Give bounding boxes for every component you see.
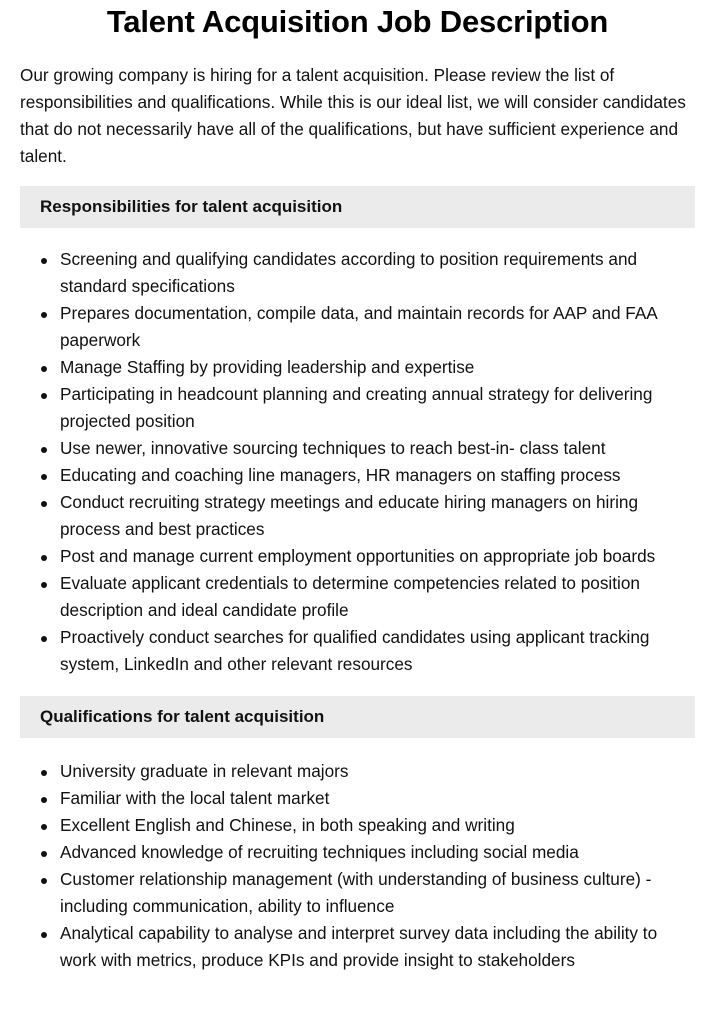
list-item: Manage Staffing by providing leadership and expertise <box>20 354 695 381</box>
responsibilities-list <box>20 246 695 678</box>
list-item: Excellent English and Chinese, in both speaking and writing <box>20 812 695 839</box>
list-item: Proactively conduct searches for qualified candidates using applicant tracking system, LinkedIn and other relevant resources <box>20 624 695 678</box>
qualifications-list <box>20 758 695 974</box>
bullet-icon <box>41 582 47 588</box>
bullet-icon <box>41 797 47 803</box>
list-item: Post and manage current employment opportunities on appropriate job boards <box>20 543 695 570</box>
bullet-icon <box>41 878 47 884</box>
bullet-icon <box>41 447 47 453</box>
bullet-icon <box>41 312 47 318</box>
list-item: Analytical capability to analyse and interpret survey data including the ability to work with metrics, produce KPIs and provide insight to stakeholders <box>20 920 695 974</box>
list-item: Screening and qualifying candidates according to position requirements and standard specifications <box>20 246 695 300</box>
bullet-icon <box>41 555 47 561</box>
list-item: Use newer, innovative sourcing techniques to reach best-in- class talent <box>20 435 695 462</box>
bullet-icon <box>41 932 47 938</box>
list-item: Prepares documentation, compile data, and maintain records for AAP and FAA paperwork <box>20 300 695 354</box>
bullet-icon <box>41 824 47 830</box>
bullet-icon <box>41 258 47 264</box>
bullet-icon <box>41 851 47 857</box>
list-item: Customer relationship management (with understanding of business culture) - including communication, ability to influence <box>20 866 695 920</box>
bullet-icon <box>41 501 47 507</box>
responsibilities-heading: Responsibilities for talent acquisition <box>20 186 695 228</box>
list-item: Advanced knowledge of recruiting techniques including social media <box>20 839 695 866</box>
page-title: Talent Acquisition Job Description <box>106 4 609 39</box>
bullet-icon <box>41 636 47 642</box>
list-item: University graduate in relevant majors <box>20 758 695 785</box>
list-item: Evaluate applicant credentials to determine competencies related to position description and ideal candidate profile <box>20 570 695 624</box>
list-item: Conduct recruiting strategy meetings and educate hiring managers on hiring process and best practices <box>20 489 695 543</box>
list-item: Participating in headcount planning and creating annual strategy for delivering projected position <box>20 381 695 435</box>
bullet-icon <box>41 474 47 480</box>
intro-paragraph: Our growing company is hiring for a talent acquisition. Please review the list of responsibilities and qualifications. While this is our ideal list, we will consider candidates that do not necessarily have all of the qualifications, but have sufficient experience and talent. <box>20 65 686 166</box>
bullet-icon <box>41 770 47 776</box>
bullet-icon <box>41 366 47 372</box>
qualifications-heading: Qualifications for talent acquisition <box>20 696 695 738</box>
list-item: Familiar with the local talent market <box>20 785 695 812</box>
bullet-icon <box>41 393 47 399</box>
list-item: Educating and coaching line managers, HR managers on staffing process <box>20 462 695 489</box>
